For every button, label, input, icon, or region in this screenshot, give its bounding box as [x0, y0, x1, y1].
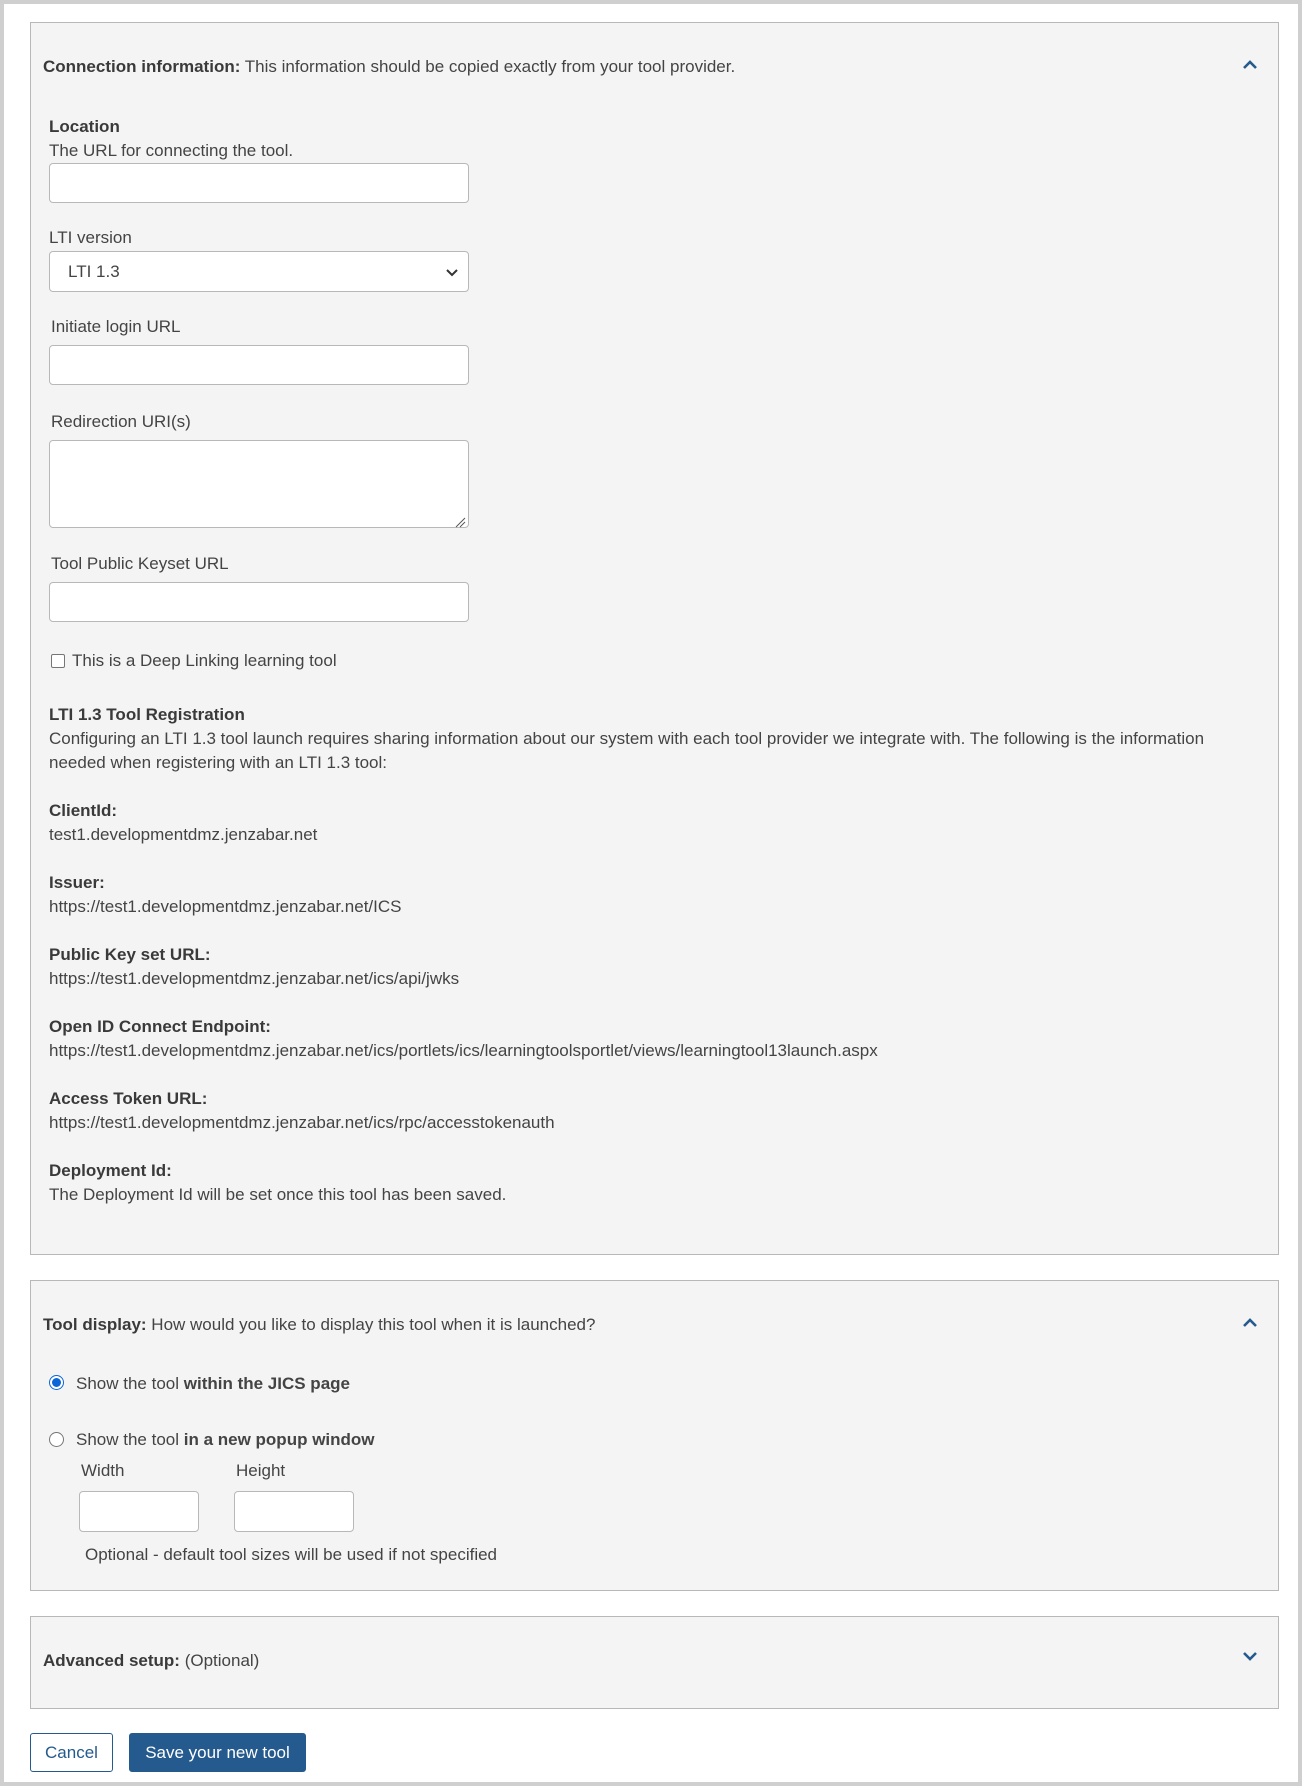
client-id-label: ClientId: — [49, 801, 117, 820]
registration-title: LTI 1.3 Tool Registration — [49, 705, 245, 724]
display-popup-radio[interactable] — [49, 1432, 64, 1447]
access-token-label: Access Token URL: — [49, 1089, 208, 1108]
lti-version-selected: LTI 1.3 — [68, 262, 120, 281]
resize-grip-icon[interactable] — [454, 513, 466, 525]
display-header-title: Tool display: — [43, 1315, 147, 1334]
lti-version-label: LTI version — [49, 228, 132, 247]
connection-header-title: Connection information: — [43, 57, 241, 76]
option1-prefix: Show the tool — [76, 1374, 184, 1393]
connection-header-text: This information should be copied exactly from your tool provider. — [240, 57, 736, 76]
display-within-page-radio[interactable] — [49, 1375, 64, 1390]
width-label: Width — [81, 1461, 125, 1480]
advanced-header-title: Advanced setup: — [43, 1651, 180, 1670]
issuer-label: Issuer: — [49, 873, 105, 892]
height-input[interactable] — [234, 1491, 354, 1532]
advanced-setup-panel[interactable] — [30, 1616, 1279, 1709]
initiate-login-input[interactable] — [49, 345, 469, 385]
location-help-text: The URL for connecting the tool. — [49, 141, 294, 160]
display-panel-header — [43, 1315, 595, 1335]
keyset-url-label: Tool Public Keyset URL — [51, 554, 229, 573]
size-optional-note: Optional - default tool sizes will be used if not specified — [85, 1545, 498, 1564]
display-popup-label — [76, 1430, 375, 1450]
client-id-value: test1.developmentdmz.jenzabar.net — [49, 825, 318, 844]
display-within-page-label — [76, 1374, 350, 1394]
registration-description: Configuring an LTI 1.3 tool launch requires sharing information about our system with each tool provider we integrate with. The following is the information needed when registering with an LTI 1.3 tool: — [49, 729, 1205, 772]
redirection-uri-label: Redirection URI(s) — [51, 412, 191, 431]
connection-panel-header — [43, 57, 735, 77]
deployment-id-label: Deployment Id: — [49, 1161, 172, 1180]
lti-version-select[interactable] — [49, 251, 469, 292]
public-key-set-value: https://test1.developmentdmz.jenzabar.net/ics/api/jwks — [49, 969, 460, 988]
deep-linking-label: This is a Deep Linking learning tool — [72, 651, 337, 670]
advanced-panel-header — [43, 1651, 259, 1671]
display-header-text: How would you like to display this tool when it is launched? — [146, 1315, 596, 1334]
location-label: Location — [49, 117, 120, 136]
oidc-endpoint-label: Open ID Connect Endpoint: — [49, 1017, 271, 1036]
initiate-login-label: Initiate login URL — [51, 317, 181, 336]
public-key-set-label: Public Key set URL: — [49, 945, 211, 964]
deployment-id-value: The Deployment Id will be set once this tool has been saved. — [49, 1185, 507, 1204]
keyset-url-input[interactable] — [49, 582, 469, 622]
access-token-value: https://test1.developmentdmz.jenzabar.net/ics/rpc/accesstokenauth — [49, 1113, 555, 1132]
option2-prefix: Show the tool — [76, 1430, 184, 1449]
location-input[interactable] — [49, 163, 469, 203]
chevron-down-icon — [444, 264, 460, 280]
tool-display-panel — [30, 1280, 1279, 1591]
chevron-up-icon[interactable] — [1238, 53, 1262, 75]
option2-bold: in a new popup window — [183, 1430, 375, 1449]
save-new-tool-button[interactable]: Save your new tool — [129, 1733, 306, 1772]
option1-bold: within the JICS page — [183, 1374, 350, 1393]
oidc-endpoint-value: https://test1.developmentdmz.jenzabar.net/ics/portlets/ics/learningtoolsportlet/views/learningtool13launch.aspx — [49, 1041, 878, 1060]
chevron-down-icon[interactable] — [1238, 1645, 1262, 1667]
cancel-button[interactable]: Cancel — [30, 1733, 113, 1772]
redirection-uri-textarea[interactable] — [49, 440, 469, 528]
issuer-value: https://test1.developmentdmz.jenzabar.net/ICS — [49, 897, 402, 916]
chevron-up-icon[interactable] — [1238, 1311, 1262, 1333]
height-label: Height — [236, 1461, 286, 1480]
advanced-header-text: (Optional) — [179, 1651, 260, 1670]
deep-linking-checkbox[interactable] — [51, 654, 65, 668]
connection-information-panel — [30, 22, 1279, 1255]
width-input[interactable] — [79, 1491, 199, 1532]
